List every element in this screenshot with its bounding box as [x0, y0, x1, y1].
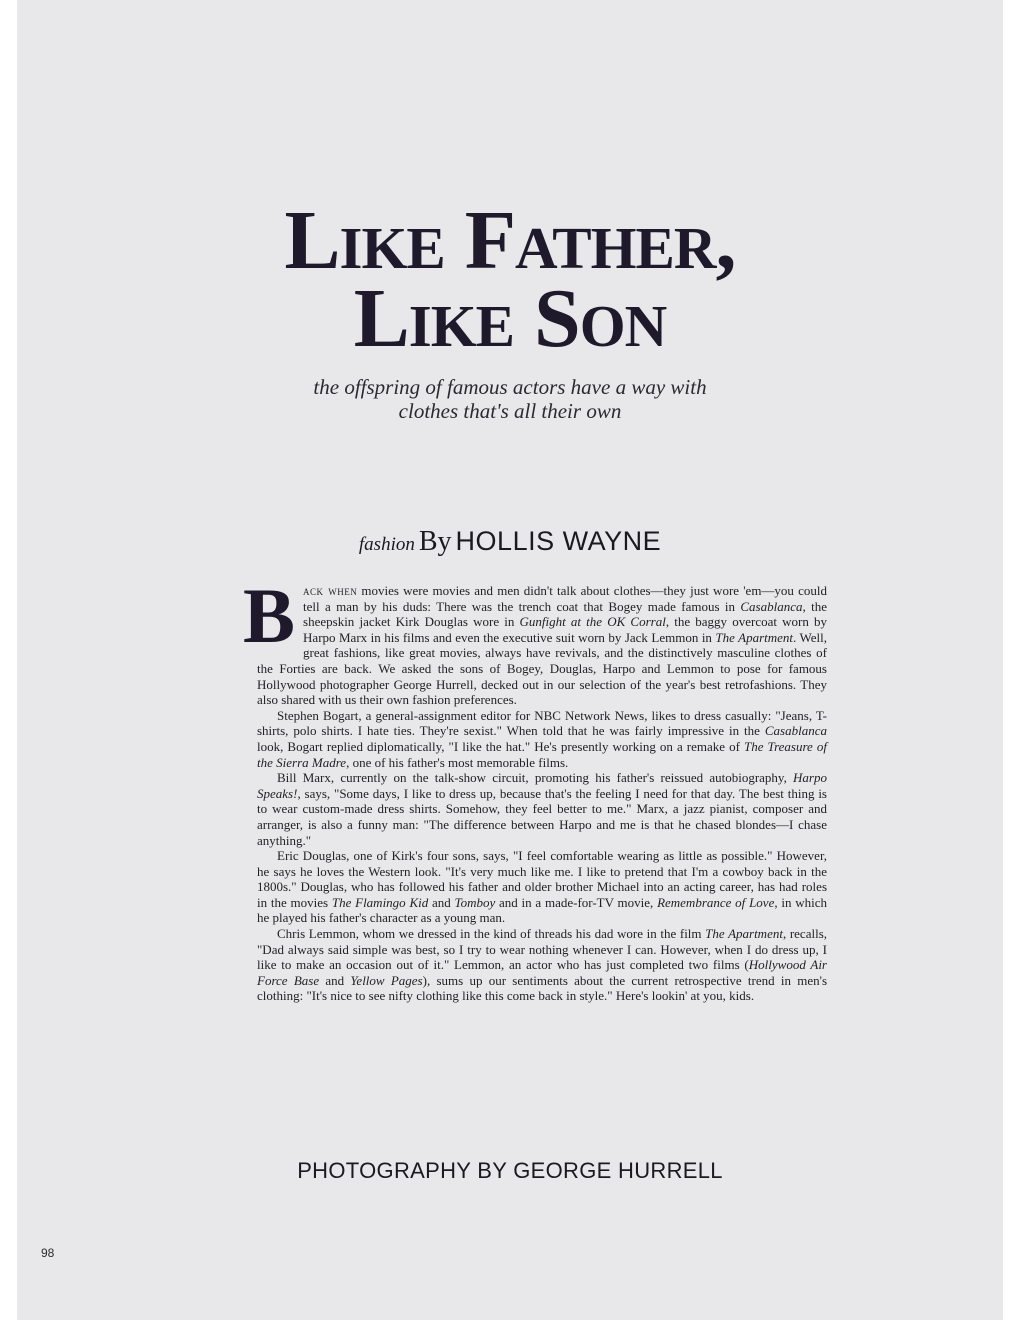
text-run: Chris Lemmon, whom we dressed in the kind of threads his dad wore in the film	[277, 926, 706, 942]
italic-title: Gunfight at the OK Corral	[519, 614, 666, 630]
text-run: movies were movies and men didn't talk about clothes—they just wore 'em—you could tell a man by his duds: There was the trench coat that Bogey made famous in	[303, 583, 827, 614]
italic-title: Harpo Speaks!	[257, 770, 827, 801]
article-paragraph	[257, 708, 827, 770]
text-run: Eric Douglas, one of Kirk's four sons, says, "I feel comfortable wearing as little as possible." However, he says he loves the Western look. "It's very much like me. I like to pretend that I'm a cowboy back in the 1800s." Douglas, who has followed his father and older brother Michael into an acting career, has had roles in the movies	[257, 848, 827, 910]
text-run: . Well, great fashions, like great movies, always have revivals, and the distinctively masculine clothes of the Forties are back. We asked the sons of Bogey, Douglas, Harpo and Lemmon to pose for famous Hollywood photographer George Hurrell, decked out in our selection of the year's best retrofashions. They also shared with us their own fashion preferences.	[257, 629, 827, 708]
lead-in-small-caps: ack when	[303, 583, 358, 598]
italic-title: The Treasure of the Sierra Madre	[257, 738, 827, 770]
text-run: , the baggy overcoat worn by Harpo Marx in his films and even the executive suit worn by Jack Lemmon in	[303, 614, 827, 645]
section-label: fashion	[358, 534, 415, 555]
article-deck-line-1: the offspring of famous actors have a way with	[313, 375, 707, 399]
italic-title: The Apartment	[715, 629, 794, 645]
article-body	[243, 572, 828, 1004]
text-run: , recalls, "Dad always said simple was best, so I try to wear nothing whenever I can. However, when I do dress up, I like to make an occasion out of it." Lemmon, an actor who has just completed two films (	[257, 926, 828, 973]
text-run: and	[428, 894, 455, 910]
text-run: ), sums up our sentiments about the current retrospective trend in men's clothing: "It's nice to see nifty clothing like this come back in style." Here's lookin' at you, kids.	[257, 972, 827, 1004]
italic-title: Casablanca	[740, 598, 803, 614]
byline-by: By	[418, 526, 452, 557]
italic-title: The Apartment	[705, 926, 783, 942]
article-paragraph	[243, 572, 828, 708]
text-run: and	[319, 972, 351, 988]
italic-title: Hollywood Air Force Base	[257, 957, 827, 988]
text-run: Stephen Bogart, a general-assignment editor for NBC Network News, likes to dress casually: "Jeans, T-shirts, polo shirts. I hate ties. They're sexist." When told that he was fairly impressive in the	[257, 707, 827, 739]
article-paragraph	[257, 848, 827, 926]
page-number: 98	[41, 1246, 55, 1260]
author-name: HOLLIS WAYNE	[455, 526, 662, 556]
article-deck-line-2: clothes that's all their own	[398, 399, 622, 423]
italic-title: Tomboy	[454, 894, 496, 910]
text-run: Bill Marx, currently on the talk-show circuit, promoting his father's reissued autobiography,	[277, 770, 794, 786]
article-title-line-2: Like Son	[353, 272, 667, 365]
text-run: , the sheepskin jacket Kirk Douglas wore in	[303, 598, 828, 630]
text-run: , in which he played his father's character as a young man.	[257, 894, 828, 926]
article-paragraph	[257, 926, 827, 1004]
article-paragraph	[257, 770, 827, 848]
italic-title: Casablanca	[764, 723, 827, 739]
italic-title: Remembrance of Love	[657, 894, 775, 910]
italic-title: Yellow Pages	[350, 972, 423, 988]
article-deck	[17, 375, 1003, 423]
italic-title: The Flamingo Kid	[331, 894, 429, 910]
article-title-line-1: Like Father,	[284, 194, 736, 287]
text-run: , says, "Some days, I like to dress up, because that's the feeling I need for that day. The best thing is to wear custom-made dress shirts. Somehow, they feel better to me." Marx, a jazz pianist, composer and arranger, is also a funny man: "The difference between Harpo and me is that he chased blondes—I chase anything."	[257, 785, 827, 848]
magazine-page	[17, 0, 1003, 1320]
byline	[17, 526, 1003, 558]
photo-credit: PHOTOGRAPHY BY GEORGE HURRELL	[297, 1158, 723, 1183]
text-run: look, Bogart replied diplomatically, "I like the hat." He's presently working on a remake of	[257, 738, 744, 754]
article-title	[17, 194, 1003, 365]
text-run: , one of his father's most memorable films.	[346, 754, 569, 770]
text-run: and in a made-for-TV movie,	[495, 894, 658, 910]
drop-cap: B	[243, 572, 296, 659]
